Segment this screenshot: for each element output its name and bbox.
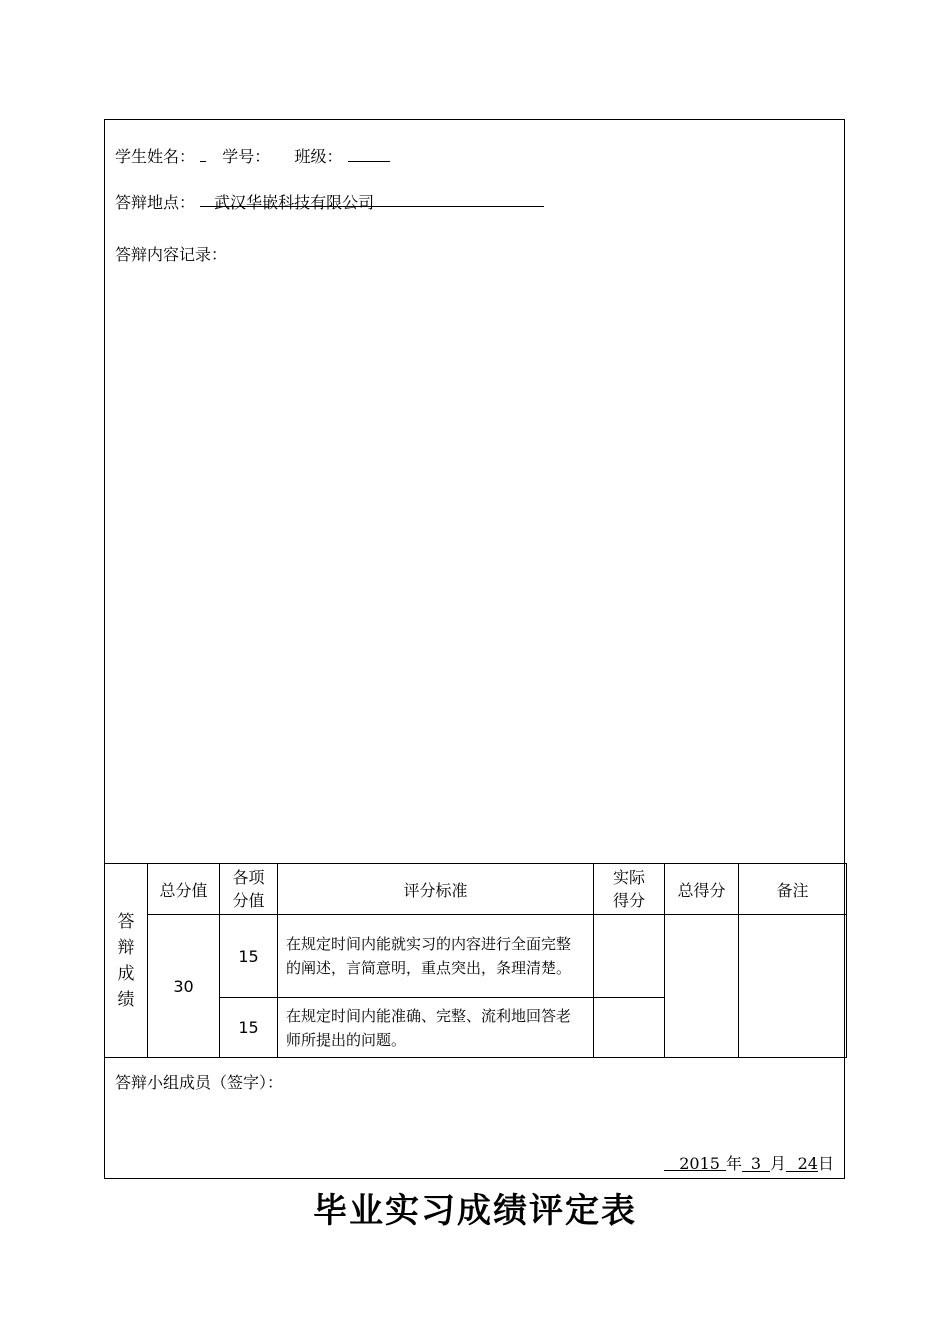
defense-record-label: 答辩内容记录：	[115, 245, 228, 264]
committee-signature-label: 答辩小组成员（签字）：	[115, 1073, 284, 1092]
student-name-label: 学生姓名：	[115, 147, 196, 166]
class-field[interactable]	[348, 144, 390, 162]
actual-score-cell[interactable]	[594, 998, 665, 1058]
remarks-cell[interactable]	[739, 915, 847, 1058]
defense-location-label: 答辩地点：	[115, 193, 196, 212]
grade-header-row	[105, 864, 847, 915]
date-line	[664, 1151, 834, 1174]
month-field[interactable]	[742, 1154, 770, 1172]
item-points-value: 15	[220, 915, 278, 998]
month-unit: 月	[769, 1154, 786, 1173]
header-remarks: 备注	[739, 864, 847, 915]
day-unit: 日	[817, 1154, 834, 1173]
defense-location-line	[115, 190, 544, 213]
header-item-value: 各项分值	[220, 864, 278, 915]
month-value: 3	[750, 1154, 762, 1173]
evaluation-form	[104, 119, 845, 1179]
table-row	[105, 915, 847, 998]
year-value: 2015	[679, 1154, 720, 1173]
defense-location-value: 武汉华嵌科技有限公司	[214, 193, 375, 212]
header-total-value: 总分值	[148, 864, 220, 915]
header-actual-score: 实际得分	[594, 864, 665, 915]
criteria-text: 在规定时间内能准确、完整、流利地回答老师所提出的问题。	[278, 998, 594, 1058]
total-score-cell[interactable]	[665, 915, 739, 1058]
class-label: 班级：	[294, 147, 343, 166]
year-field[interactable]	[664, 1154, 726, 1171]
defense-score-section-label: 答辩成绩	[105, 864, 148, 1058]
grade-table	[104, 863, 847, 1058]
header-criteria: 评分标准	[278, 864, 594, 915]
criteria-text: 在规定时间内能就实习的内容进行全面完整的阐述，言简意明，重点突出，条理清楚。	[278, 915, 594, 998]
student-info-line	[115, 144, 390, 167]
item-points-value: 15	[220, 998, 278, 1058]
day-value: 24	[797, 1154, 818, 1173]
document-title: 毕业实习成绩评定表	[313, 1191, 637, 1231]
header-total-score: 总得分	[665, 864, 739, 915]
year-unit: 年	[725, 1154, 742, 1173]
student-id-label: 学号：	[222, 147, 271, 166]
total-points-value: 30	[148, 915, 220, 1058]
student-name-field[interactable]	[200, 144, 206, 162]
day-field[interactable]	[786, 1154, 818, 1172]
defense-location-field[interactable]	[200, 190, 544, 212]
actual-score-cell[interactable]	[594, 915, 665, 998]
